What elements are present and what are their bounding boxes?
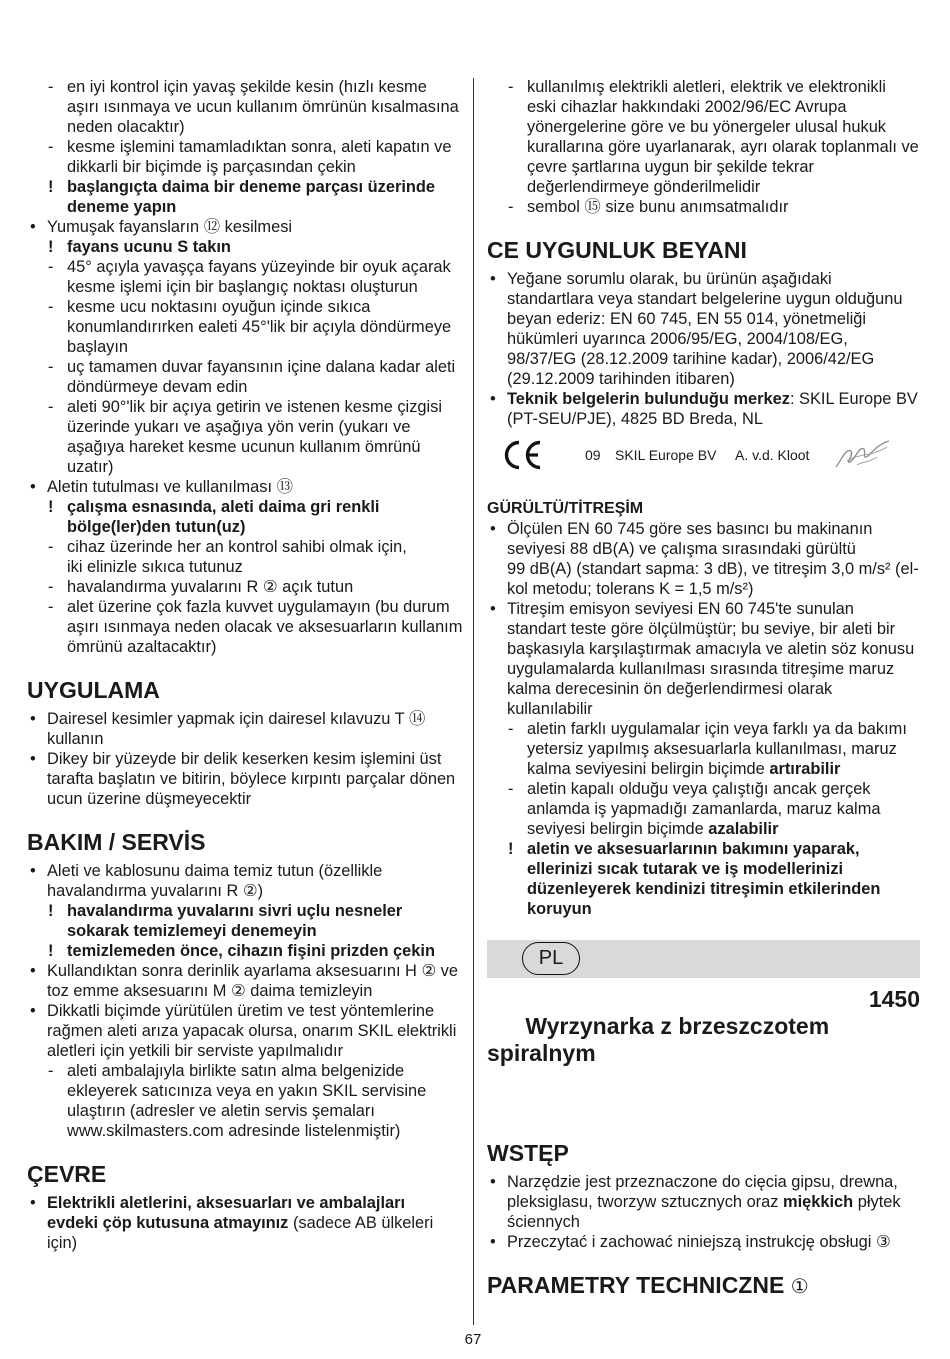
bullet-marker: • (490, 1173, 496, 1191)
bullet-marker: • (30, 750, 36, 768)
bullet-marker: • (30, 862, 36, 880)
dash-marker: - (48, 538, 54, 556)
list-item (27, 297, 467, 357)
left-column (27, 77, 467, 1253)
item-text: aleti 90°'lik bir açıya getirin ve istenen kesme çizgisi üzerinde yukarı ve aşağıya yön verin (yukarı ve aşağıya hareket kesme ucunun kullanım ömrünü uzatır) (67, 398, 442, 476)
bullet-marker: • (30, 1194, 36, 1212)
page-number: 67 (464, 1331, 482, 1348)
section-heading-wstep: WSTĘP (487, 1140, 569, 1166)
product-name: Wyrzynarka z brzeszczotem spiralnym (487, 1013, 830, 1066)
section-heading-bakim: BAKIM / SERVİS (27, 829, 206, 855)
list-item (27, 1001, 467, 1061)
warning-item (27, 497, 467, 537)
list-item (487, 389, 927, 429)
item-text: aletin kapalı olduğu veya çalıştığı ancak gerçek anlamda iş yapmadığı zamanlarda, maruz kalma seviyesi belirgin biçimde (527, 780, 881, 838)
warning-marker: ! (48, 942, 54, 960)
item-text: alet üzerine çok fazla kuvvet uygulamayın (bu durum aşırı ısınmaya neden olacak ve aksesuarların kullanım ömrünü azaltacaktır) (67, 598, 463, 656)
item-text: aleti ambalajıyla birlikte satın alma belgenizide ekleyerek satıcınıza veya en yakın SKIL servisine ulaştırın (adresler ve aletin servis şemaları www.skilmasters.com adresinde listelenmiştir) (67, 1062, 427, 1140)
warning-marker: ! (48, 902, 54, 920)
dash-marker: - (48, 298, 54, 316)
column-divider (473, 78, 474, 1325)
section-heading-cevre: ÇEVRE (27, 1161, 107, 1187)
item-text: Aleti ve kablosunu daima temiz tutun (özellikle havalandırma yuvalarını R ②) (47, 862, 383, 900)
item-text-bold: azalabilir (708, 820, 779, 838)
language-band (487, 940, 920, 978)
language-badge: PL (522, 942, 580, 975)
item-text-bold: miękkich (783, 1193, 854, 1211)
list-item (487, 77, 927, 197)
item-text: (sadece AB ülkeleri için) (47, 1214, 434, 1252)
list-item (27, 477, 467, 497)
warning-item (27, 941, 467, 961)
section-heading-noise: GÜRÜLTÜ/TİTREŞİM (487, 500, 644, 517)
list-item (27, 537, 467, 577)
list-item (487, 719, 927, 779)
item-text: Dairesel kesimler yapmak için dairesel kılavuzu T ⑭ kullanın (47, 710, 426, 748)
warning-marker: ! (48, 498, 54, 516)
list-item (27, 137, 467, 177)
dash-marker: - (508, 720, 514, 738)
list-item (27, 397, 467, 477)
item-text: kullanılmış elektrikli aletleri, elektrik ve elektronikli eski cihazlar hakkındaki 2002/96/EC Avrupa yönergelerine göre ve bu yönergeler ulusal hukuk kurallarına göre uyarlanarak, ayrı olarak toplanmalı ve çevre şartlarına uygun bir şekilde tekrar değerlendirmeye gönderilmelidir (527, 78, 919, 196)
bullet-marker: • (30, 218, 36, 236)
item-text: kesme ucu noktasını oyuğun içinde sıkıca konumlandırırken ealeti 45°'lik bir açıyla döndürmeye başlayın (67, 298, 452, 356)
list-item (487, 779, 927, 839)
item-text: en iyi kontrol için yavaş şekilde kesin (hızlı kesme aşırı ısınmaya ve ucun kullanım ömrünün kısalmasına neden olacaktır) (67, 78, 459, 136)
list-item (27, 77, 467, 137)
item-text: çalışma esnasında, aleti daima gri renkli bölge(ler)den tutun(uz) (67, 498, 380, 536)
list-item (27, 961, 467, 1001)
dash-marker: - (48, 358, 54, 376)
section-heading-uygulama: UYGULAMA (27, 677, 160, 703)
bullet-marker: • (490, 270, 496, 288)
item-text: płytek ściennych (507, 1193, 901, 1231)
item-text: havalandırma yuvalarını sivri uçlu nesneler sokarak temizlemeyi denemeyin (67, 902, 403, 940)
bullet-marker: • (30, 478, 36, 496)
list-item (27, 597, 467, 657)
dash-marker: - (508, 78, 514, 96)
ce-signature-row (487, 435, 927, 475)
ce-signer: A. v.d. Kloot (735, 447, 810, 463)
item-text: fayans ucunu S takın (67, 238, 231, 256)
bullet-marker: • (30, 710, 36, 728)
warning-marker: ! (48, 178, 54, 196)
list-item (27, 1061, 467, 1141)
item-text: başlangıçta daima bir deneme parçası üzerinde deneme yapın (67, 178, 436, 216)
item-text: Yeğane sorumlu olarak, bu ürünün aşağıdaki standartlara veya standart belgelerine uygun olduğunu beyan ederiz: EN 60 745, EN 55 014, yönetmeliği hükümleri uyarınca 2006/95/EG, 2004/108/EG, 98/37/EG (28.12.2009 tarihine kadar), 2006/42/EG (29.12.2009 tarihinden itibaren) (507, 270, 903, 388)
params-heading-text: PARAMETRY TECHNICZNE (487, 1272, 791, 1298)
warning-item (27, 237, 467, 257)
list-item (27, 217, 467, 237)
list-item (27, 257, 467, 297)
bullet-marker: • (490, 600, 496, 618)
item-text-bold: Teknik belgelerin bulunduğu merkez (507, 390, 790, 408)
list-item (27, 357, 467, 397)
item-text: Dikey bir yüzeyde bir delik keserken kesim işlemini üst tarafta başlatın ve bitirin, böylece kırpıntı parçalar dönen ucun üzerine düşmeyecektir (47, 750, 456, 808)
list-item (487, 599, 927, 719)
item-text: havalandırma yuvalarını R ② açık tutun (67, 578, 354, 596)
item-text-bold: Elektrikli aletlerini, aksesuarları ve ambalajları evdeki çöp kutusuna atmayınız (47, 1194, 406, 1232)
item-text: 45° açıyla yavaşça fayans yüzeyinde bir oyuk açarak kesme işlemi için bir başlangıç noktası oluşturun (67, 258, 451, 296)
item-text: aletin ve aksesuarlarının bakımını yaparak, ellerinizi sıcak tutarak ve iş modellerinizi düzenleyerek kendinizi titreşimin etkilerinden koruyun (527, 840, 881, 918)
item-text: Dikkatli biçimde yürütülen üretim ve test yöntemlerine rağmen aleti arıza yapacak olursa, onarım SKIL elektrikli aletleri için yetkili bir serviste yapılmalıdır (47, 1002, 457, 1060)
dash-marker: - (48, 398, 54, 416)
params-figure-ref: ① (790, 1276, 809, 1298)
warning-item (27, 901, 467, 941)
dash-marker: - (48, 138, 54, 156)
item-text: sembol ⑮ size bunu anımsatmalıdır (527, 198, 789, 216)
item-text: Ölçülen EN 60 745 göre ses basıncı bu makinanın seviyesi 88 dB(A) ve çalışma sırasındaki gürültü 99 dB(A) (standart sapma: 3 dB), ve titreşim 3,0 m/s² (el- kol metodu; tolerans K = 1,5 m/s²) (507, 520, 919, 598)
section-heading-params (487, 1271, 927, 1301)
bullet-marker: • (490, 520, 496, 538)
list-item (487, 197, 927, 217)
dash-marker: - (48, 578, 54, 596)
list-item (487, 269, 927, 389)
list-item (27, 749, 467, 809)
dash-marker: - (508, 198, 514, 216)
item-text: kesme işlemini tamamladıktan sonra, aleti kapatın ve dikkarli bir biçimde iş parçasından çekin (67, 138, 452, 176)
item-text: aletin farklı uygulamalar için veya farklı ya da bakımı yetersiz yapılmış aksesuarlarla kullanılması, maruz kalma seviyesini belirgin biçimde (527, 720, 907, 778)
product-model: 1450 (868, 986, 920, 1012)
item-text: Narzędzie jest przeznaczone do cięcia gipsu, drewna, pleksiglasu, tworzyw sztucznych oraz (507, 1173, 898, 1211)
list-item (27, 861, 467, 901)
list-item (487, 1172, 927, 1232)
item-text: Kullandıktan sonra derinlik ayarlama aksesuarını H ② ve toz emme aksesuarını M ② daima temizleyin (47, 962, 458, 1000)
ce-company: SKIL Europe BV (615, 447, 717, 463)
item-text: Aletin tutulması ve kullanılması ⑬ (47, 478, 293, 496)
dash-marker: - (48, 78, 54, 96)
dash-marker: - (508, 780, 514, 798)
item-text: temizlemeden önce, cihazın fişini prizden çekin (67, 942, 435, 960)
item-text: cihaz üzerinde her an kontrol sahibi olmak için, iki elinizle sıkıca tutunuz (67, 538, 407, 576)
list-item (27, 709, 467, 749)
item-text: Yumuşak fayansların ⑫ kesilmesi (47, 218, 293, 236)
bullet-marker: • (490, 1233, 496, 1251)
item-text: uç tamamen duvar fayansının içine dalana kadar aleti döndürmeye devam edin (67, 358, 456, 396)
section-heading-ce: CE UYGUNLUK BEYANI (487, 237, 747, 263)
list-item (487, 519, 927, 599)
bullet-marker: • (490, 390, 496, 408)
bullet-marker: • (30, 1002, 36, 1020)
product-title (487, 986, 920, 1121)
item-text-bold: artırabilir (769, 760, 841, 778)
dash-marker: - (48, 1062, 54, 1080)
item-text: Przeczytać i zachować niniejszą instrukcję obsługi ③ (507, 1233, 891, 1251)
warning-item (27, 177, 467, 217)
list-item (487, 1232, 927, 1252)
warning-marker: ! (48, 238, 54, 256)
list-item (27, 1193, 467, 1253)
ce-mark-logo (499, 439, 543, 471)
dash-marker: - (48, 598, 54, 616)
warning-item (487, 839, 927, 919)
bullet-marker: • (30, 962, 36, 980)
list-item (27, 577, 467, 597)
item-text: : SKIL Europe BV (PT-SEU/PJE), 4825 BD Breda, NL (507, 390, 918, 428)
dash-marker: - (48, 258, 54, 276)
right-column (487, 77, 927, 1306)
item-text: Titreşim emisyon seviyesi EN 60 745'te sunulan standart teste göre ölçülmüştür; bu seviye, bir aleti bir başkasıyla karşılaştırmak amacıyla ve aletin söz konusu uygulamalarda kullanılması sırasında titreşime maruz kalma derecesinin ön değerlendirmesi olarak kullanılabilir (507, 600, 915, 718)
warning-marker: ! (508, 840, 514, 858)
handwritten-signature (833, 437, 893, 473)
ce-year-code: 09 (585, 447, 601, 463)
